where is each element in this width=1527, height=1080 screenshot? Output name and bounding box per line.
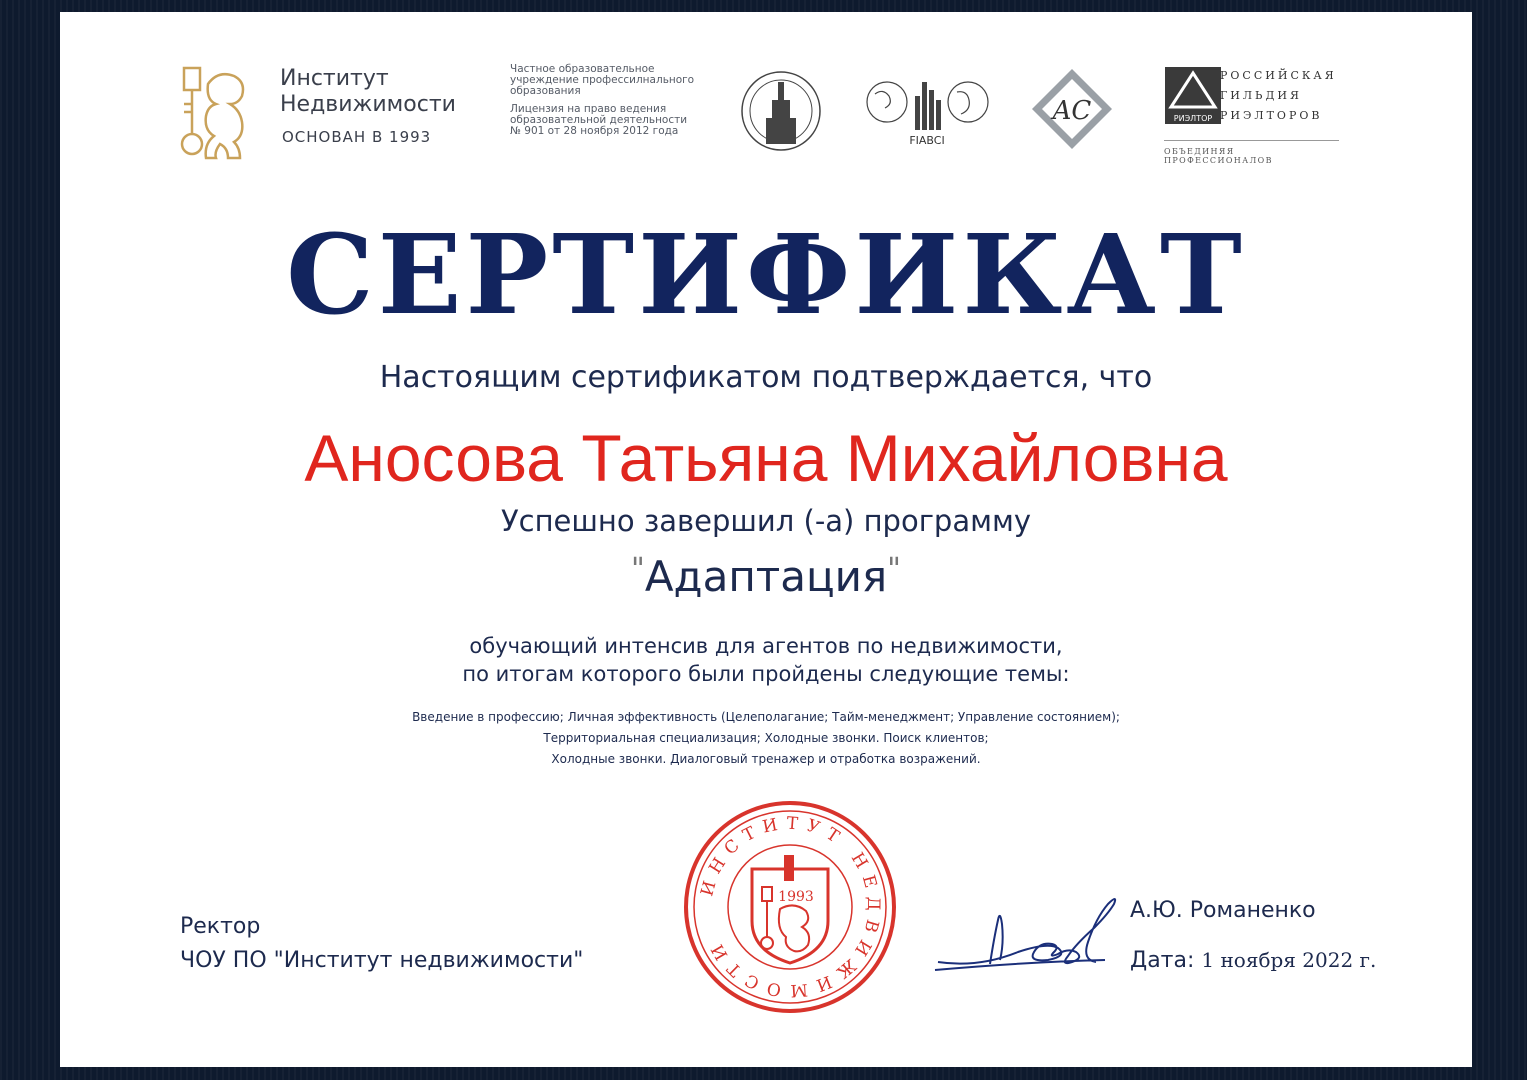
- confirmation-text: Настоящим сертификатом подтверждается, что: [379, 360, 1153, 395]
- institute-name: [280, 66, 456, 118]
- completion-text: Успешно завершил (-а) программу: [500, 504, 1032, 538]
- institute-lion-key-logo: [178, 64, 258, 160]
- svg-text:AC: AC: [1052, 96, 1092, 126]
- date-label: Дата:: [1130, 948, 1195, 973]
- fiabci-label: FIABCI: [909, 134, 945, 146]
- institute-founded: ОСНОВАН В 1993: [282, 128, 432, 146]
- program-description: [60, 632, 1472, 688]
- rector-signature: [930, 882, 1130, 992]
- rector-block: [180, 910, 583, 978]
- issue-date: [1130, 948, 1376, 973]
- rgr-line: РОССИЙСКАЯ: [1220, 69, 1337, 82]
- date-value: 1 ноября 2022 г.: [1201, 948, 1377, 972]
- topics-line: Территориальная специализация; Холодные звонки. Поиск клиентов;: [543, 731, 989, 745]
- institute-seal-stamp: [680, 797, 900, 1017]
- rector-organization: ЧОУ ПО "Институт недвижимости": [180, 948, 584, 973]
- education-license-block: [510, 64, 720, 137]
- ars-diamond-logo: [1030, 67, 1114, 151]
- license-line: образовательной деятельности: [510, 114, 688, 126]
- license-line: № 901 от 28 ноября 2012 года: [510, 125, 679, 137]
- rgr-line: ГИЛЬДИЯ: [1220, 89, 1302, 102]
- program-title: Адаптация: [644, 552, 888, 601]
- stamp-year: 1993: [778, 889, 814, 905]
- license-line: Лицензия на право ведения: [510, 103, 667, 115]
- rgr-line: РИЭЛТОРОВ: [1220, 109, 1323, 122]
- rector-title: Ректор: [180, 914, 261, 939]
- stamp-ring-text: ИНСТИТУТ НЕДВИЖИМОСТИ: [697, 813, 884, 1001]
- institute-name-line1: Институт: [280, 66, 389, 91]
- edu-line: учреждение профессилнального: [510, 74, 695, 86]
- topics-list: [60, 707, 1472, 770]
- signer-name: А.Ю. Романенко: [1130, 898, 1316, 923]
- edu-line: образования: [510, 85, 581, 97]
- rgr-badge: РИЭЛТОР: [1173, 114, 1213, 123]
- certificate-sheet: [60, 12, 1472, 1067]
- rgr-name: [1220, 66, 1337, 126]
- certificate-title: СЕРТИФИКАТ: [286, 210, 1246, 339]
- fiabci-logo: [865, 74, 990, 146]
- description-line: по итогам которого были пройдены следующие темы:: [462, 662, 1070, 686]
- svg-text:ИНСТИТУТ НЕДВИЖИМОСТИ: [697, 814, 883, 1001]
- rgr-realtor-logo: [1165, 67, 1225, 125]
- topics-line: Введение в профессию; Личная эффективность (Целеполагание; Тайм-менеджмент; Управление состоянием);: [412, 710, 1120, 724]
- program-name: "Адаптация": [631, 552, 901, 601]
- institute-name-line2: Недвижимости: [280, 92, 456, 117]
- description-line: обучающий интенсив для агентов по недвижимости,: [469, 634, 1063, 658]
- topics-line: Холодные звонки. Диалоговый тренажер и отработка возражений.: [551, 752, 981, 766]
- rgr-motto: ОБЪЕДИНЯЯ ПРОФЕССИОНАЛОВ: [1164, 140, 1339, 165]
- academy-growth-service-logo: [740, 70, 822, 152]
- edu-line: Частное образовательное: [510, 63, 655, 75]
- recipient-name: Аносова Татьяна Михайловна: [304, 421, 1228, 495]
